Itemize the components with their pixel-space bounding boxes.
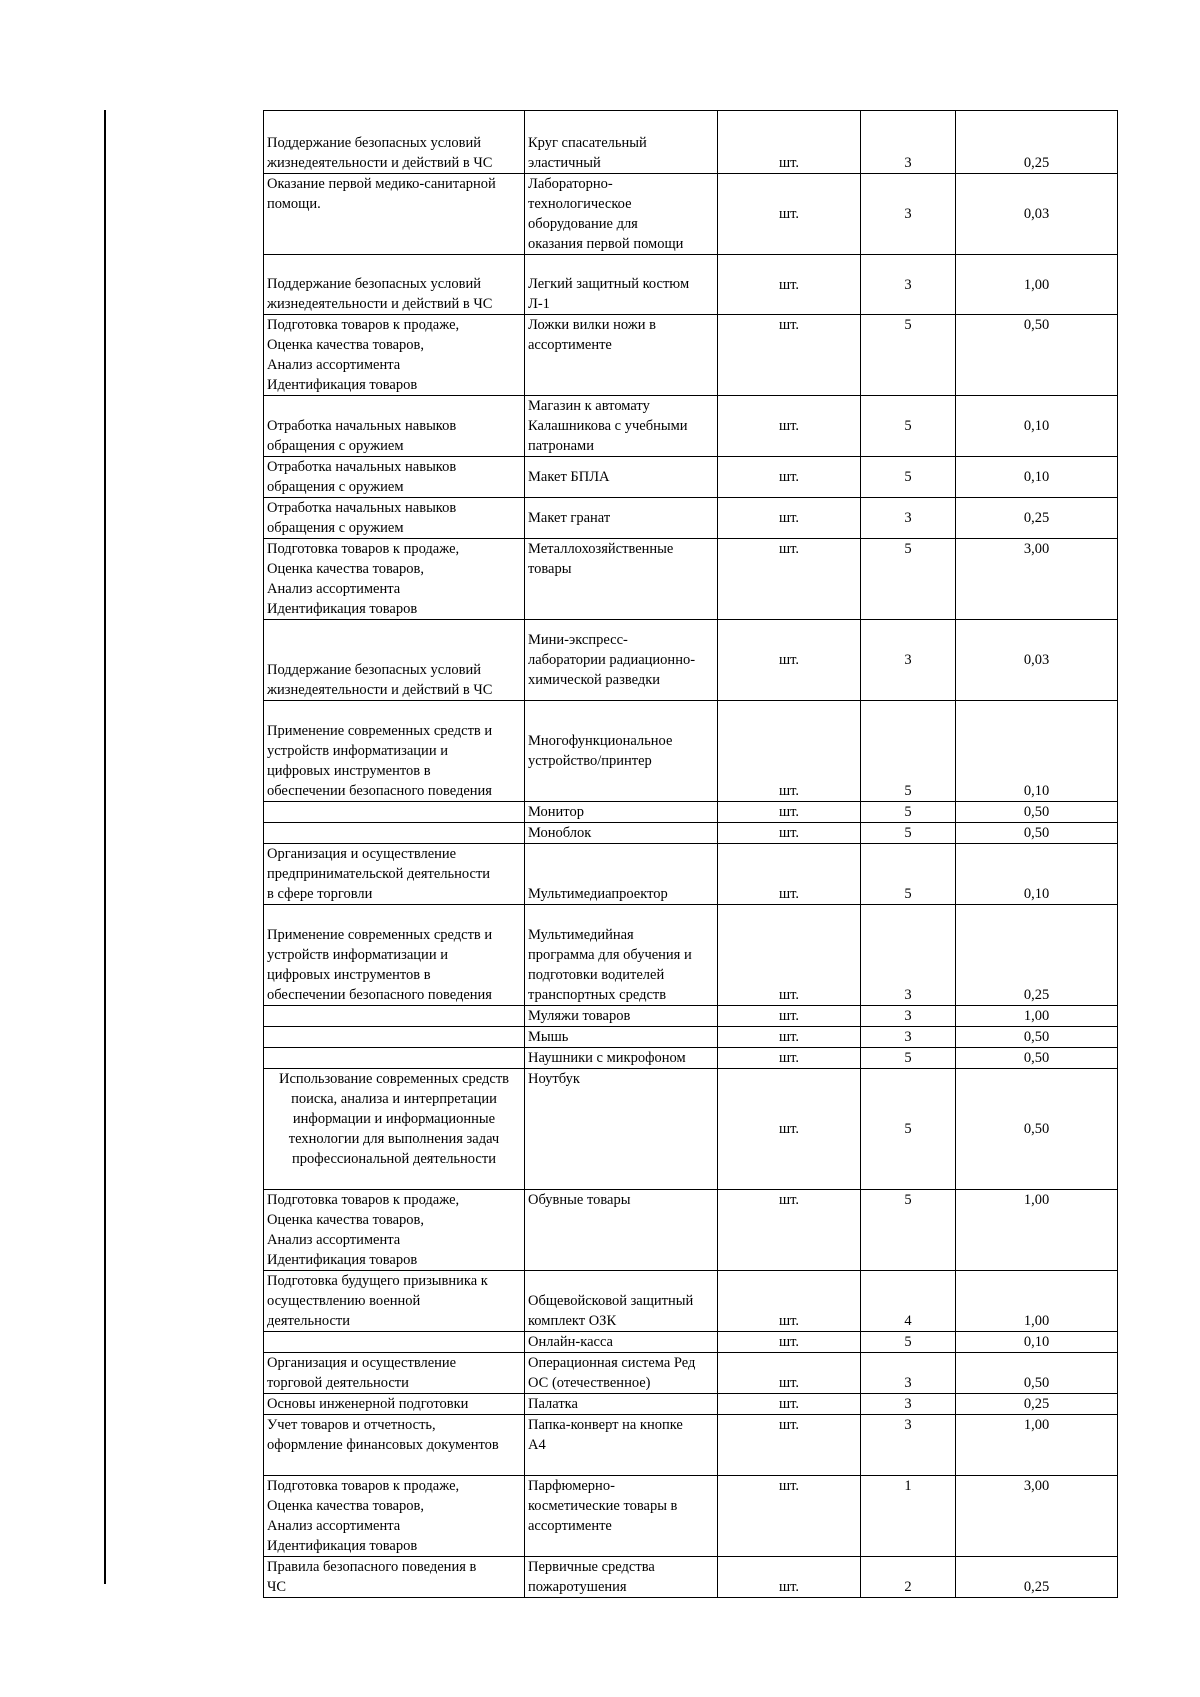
value-cell: 0,25 (956, 1557, 1118, 1598)
unit-cell: шт. (718, 802, 861, 823)
item-name-cell: Общевойсковой защитный комплект ОЗК (525, 1271, 718, 1332)
value-cell: 0,03 (956, 174, 1118, 255)
unit-cell: шт. (718, 174, 861, 255)
unit-cell: шт. (718, 457, 861, 498)
activity-cell: Организация и осуществление торговой деятельности (264, 1353, 525, 1394)
activity-cell (264, 802, 525, 823)
quantity-cell: 5 (861, 457, 956, 498)
value-cell: 3,00 (956, 1476, 1118, 1557)
value-cell: 0,50 (956, 1069, 1118, 1190)
value-cell: 0,03 (956, 620, 1118, 701)
unit-cell: шт. (718, 823, 861, 844)
unit-cell: шт. (718, 1353, 861, 1394)
table-row (264, 539, 1118, 620)
unit-cell: шт. (718, 1332, 861, 1353)
table-row (264, 1557, 1118, 1598)
unit-cell: шт. (718, 396, 861, 457)
unit-cell: шт. (718, 315, 861, 396)
value-cell: 1,00 (956, 1006, 1118, 1027)
activity-cell: Отработка начальных навыков обращения с оружием (264, 457, 525, 498)
item-name-cell: Круг спасательный эластичный (525, 111, 718, 174)
activity-cell: Подготовка товаров к продаже, Оценка качества товаров, Анализ ассортимента Идентификация товаров (264, 1476, 525, 1557)
unit-cell: шт. (718, 1069, 861, 1190)
item-name-cell: Папка-конверт на кнопке А4 (525, 1415, 718, 1476)
item-name-cell: Макет гранат (525, 498, 718, 539)
quantity-cell: 5 (861, 1190, 956, 1271)
quantity-cell: 5 (861, 1332, 956, 1353)
left-margin-rule (104, 110, 106, 1584)
quantity-cell: 5 (861, 823, 956, 844)
activity-cell (264, 1006, 525, 1027)
unit-cell: шт. (718, 1271, 861, 1332)
table-row (264, 1332, 1118, 1353)
unit-cell: шт. (718, 255, 861, 315)
activity-cell: Применение современных средств и устройств информатизации и цифровых инструментов в обеспечении безопасного поведения (264, 701, 525, 802)
activity-cell: Применение современных средств и устройств информатизации и цифровых инструментов в обеспечении безопасного поведения (264, 905, 525, 1006)
unit-cell: шт. (718, 498, 861, 539)
activity-cell: Использование современных средств поиска, анализа и интерпретации информации и информационные технологии для выполнения задач профессиональной деятельности (264, 1069, 525, 1190)
unit-cell: шт. (718, 1027, 861, 1048)
value-cell: 0,10 (956, 701, 1118, 802)
unit-cell: шт. (718, 701, 861, 802)
item-name-cell: Первичные средства пожаротушения (525, 1557, 718, 1598)
table-row (264, 396, 1118, 457)
activity-cell (264, 1027, 525, 1048)
unit-cell: шт. (718, 1394, 861, 1415)
activity-cell: Подготовка товаров к продаже, Оценка качества товаров, Анализ ассортимента Идентификация товаров (264, 315, 525, 396)
table-row (264, 1415, 1118, 1476)
quantity-cell: 5 (861, 802, 956, 823)
table-row (264, 802, 1118, 823)
activity-cell: Правила безопасного поведения в ЧС (264, 1557, 525, 1598)
unit-cell: шт. (718, 1557, 861, 1598)
value-cell: 0,50 (956, 315, 1118, 396)
value-cell: 0,10 (956, 844, 1118, 905)
activity-cell: Поддержание безопасных условий жизнедеятельности и действий в ЧС (264, 111, 525, 174)
activity-cell: Оказание первой медико-санитарной помощи. (264, 174, 525, 255)
value-cell: 0,50 (956, 802, 1118, 823)
value-cell: 1,00 (956, 1190, 1118, 1271)
value-cell: 0,10 (956, 457, 1118, 498)
item-name-cell: Палатка (525, 1394, 718, 1415)
value-cell: 0,10 (956, 396, 1118, 457)
unit-cell: шт. (718, 1006, 861, 1027)
table-row (264, 701, 1118, 802)
item-name-cell: Лабораторно- технологическое оборудование для оказания первой помощи (525, 174, 718, 255)
value-cell: 0,50 (956, 1027, 1118, 1048)
value-cell: 1,00 (956, 255, 1118, 315)
table-row (264, 823, 1118, 844)
quantity-cell: 5 (861, 396, 956, 457)
item-name-cell: Мультимедийная программа для обучения и подготовки водителей транспортных средств (525, 905, 718, 1006)
activity-cell (264, 823, 525, 844)
value-cell: 0,10 (956, 1332, 1118, 1353)
item-name-cell: Магазин к автомату Калашникова с учебными патронами (525, 396, 718, 457)
table-row (264, 1027, 1118, 1048)
activity-cell: Поддержание безопасных условий жизнедеятельности и действий в ЧС (264, 620, 525, 701)
table-row (264, 457, 1118, 498)
quantity-cell: 3 (861, 174, 956, 255)
value-cell: 1,00 (956, 1415, 1118, 1476)
item-name-cell: Наушники с микрофоном (525, 1048, 718, 1069)
quantity-cell: 5 (861, 701, 956, 802)
quantity-cell: 3 (861, 1394, 956, 1415)
unit-cell: шт. (718, 844, 861, 905)
unit-cell: шт. (718, 905, 861, 1006)
table-row (264, 1069, 1118, 1190)
quantity-cell: 3 (861, 620, 956, 701)
value-cell: 0,50 (956, 1353, 1118, 1394)
item-name-cell: Металлохозяйственные товары (525, 539, 718, 620)
unit-cell: шт. (718, 1190, 861, 1271)
item-name-cell: Легкий защитный костюм Л-1 (525, 255, 718, 315)
quantity-cell: 2 (861, 1557, 956, 1598)
table-row (264, 111, 1118, 174)
item-name-cell: Ложки вилки ножи в ассортименте (525, 315, 718, 396)
activity-cell: Подготовка товаров к продаже, Оценка качества товаров, Анализ ассортимента Идентификация товаров (264, 539, 525, 620)
value-cell: 3,00 (956, 539, 1118, 620)
table-row (264, 315, 1118, 396)
quantity-cell: 3 (861, 1353, 956, 1394)
table-row (264, 174, 1118, 255)
value-cell: 0,25 (956, 905, 1118, 1006)
quantity-cell: 3 (861, 905, 956, 1006)
activity-cell: Подготовка будущего призывника к осуществлению военной деятельности (264, 1271, 525, 1332)
unit-cell: шт. (718, 1415, 861, 1476)
table-row (264, 255, 1118, 315)
value-cell: 1,00 (956, 1271, 1118, 1332)
table-row (264, 1353, 1118, 1394)
item-name-cell: Операционная система Ред ОС (отечественное) (525, 1353, 718, 1394)
item-name-cell: Мышь (525, 1027, 718, 1048)
activity-cell: Организация и осуществление предпринимательской деятельности в сфере торговли (264, 844, 525, 905)
unit-cell: шт. (718, 539, 861, 620)
quantity-cell: 5 (861, 844, 956, 905)
equipment-table (263, 110, 1118, 1598)
table-row (264, 1048, 1118, 1069)
table-row (264, 1476, 1118, 1557)
unit-cell: шт. (718, 620, 861, 701)
table-row (264, 498, 1118, 539)
quantity-cell: 3 (861, 1027, 956, 1048)
activity-cell: Поддержание безопасных условий жизнедеятельности и действий в ЧС (264, 255, 525, 315)
unit-cell: шт. (718, 111, 861, 174)
equipment-table-body (264, 111, 1118, 1598)
value-cell: 0,50 (956, 823, 1118, 844)
table-row (264, 905, 1118, 1006)
item-name-cell: Мультимедиапроектор (525, 844, 718, 905)
item-name-cell: Монитор (525, 802, 718, 823)
unit-cell: шт. (718, 1476, 861, 1557)
unit-cell: шт. (718, 1048, 861, 1069)
activity-cell: Основы инженерной подготовки (264, 1394, 525, 1415)
item-name-cell: Муляжи товаров (525, 1006, 718, 1027)
quantity-cell: 1 (861, 1476, 956, 1557)
activity-cell (264, 1048, 525, 1069)
item-name-cell: Онлайн-касса (525, 1332, 718, 1353)
quantity-cell: 3 (861, 498, 956, 539)
value-cell: 0,50 (956, 1048, 1118, 1069)
value-cell: 0,25 (956, 111, 1118, 174)
activity-cell: Отработка начальных навыков обращения с оружием (264, 498, 525, 539)
activity-cell: Подготовка товаров к продаже, Оценка качества товаров, Анализ ассортимента Идентификация товаров (264, 1190, 525, 1271)
value-cell: 0,25 (956, 1394, 1118, 1415)
table-row (264, 844, 1118, 905)
item-name-cell: Обувные товары (525, 1190, 718, 1271)
table-row (264, 1271, 1118, 1332)
quantity-cell: 3 (861, 255, 956, 315)
activity-cell (264, 1332, 525, 1353)
quantity-cell: 5 (861, 1069, 956, 1190)
item-name-cell: Многофункциональное устройство/принтер (525, 701, 718, 802)
quantity-cell: 5 (861, 315, 956, 396)
quantity-cell: 3 (861, 1006, 956, 1027)
item-name-cell: Моноблок (525, 823, 718, 844)
table-row (264, 1394, 1118, 1415)
quantity-cell: 3 (861, 1415, 956, 1476)
activity-cell: Отработка начальных навыков обращения с оружием (264, 396, 525, 457)
quantity-cell: 5 (861, 539, 956, 620)
item-name-cell: Ноутбук (525, 1069, 718, 1190)
quantity-cell: 3 (861, 111, 956, 174)
value-cell: 0,25 (956, 498, 1118, 539)
table-row (264, 1006, 1118, 1027)
table-row (264, 620, 1118, 701)
activity-cell: Учет товаров и отчетность, оформление финансовых документов (264, 1415, 525, 1476)
item-name-cell: Макет БПЛА (525, 457, 718, 498)
quantity-cell: 4 (861, 1271, 956, 1332)
quantity-cell: 5 (861, 1048, 956, 1069)
item-name-cell: Мини-экспресс- лаборатории радиационно- химической разведки (525, 620, 718, 701)
item-name-cell: Парфюмерно- косметические товары в ассортименте (525, 1476, 718, 1557)
table-row (264, 1190, 1118, 1271)
